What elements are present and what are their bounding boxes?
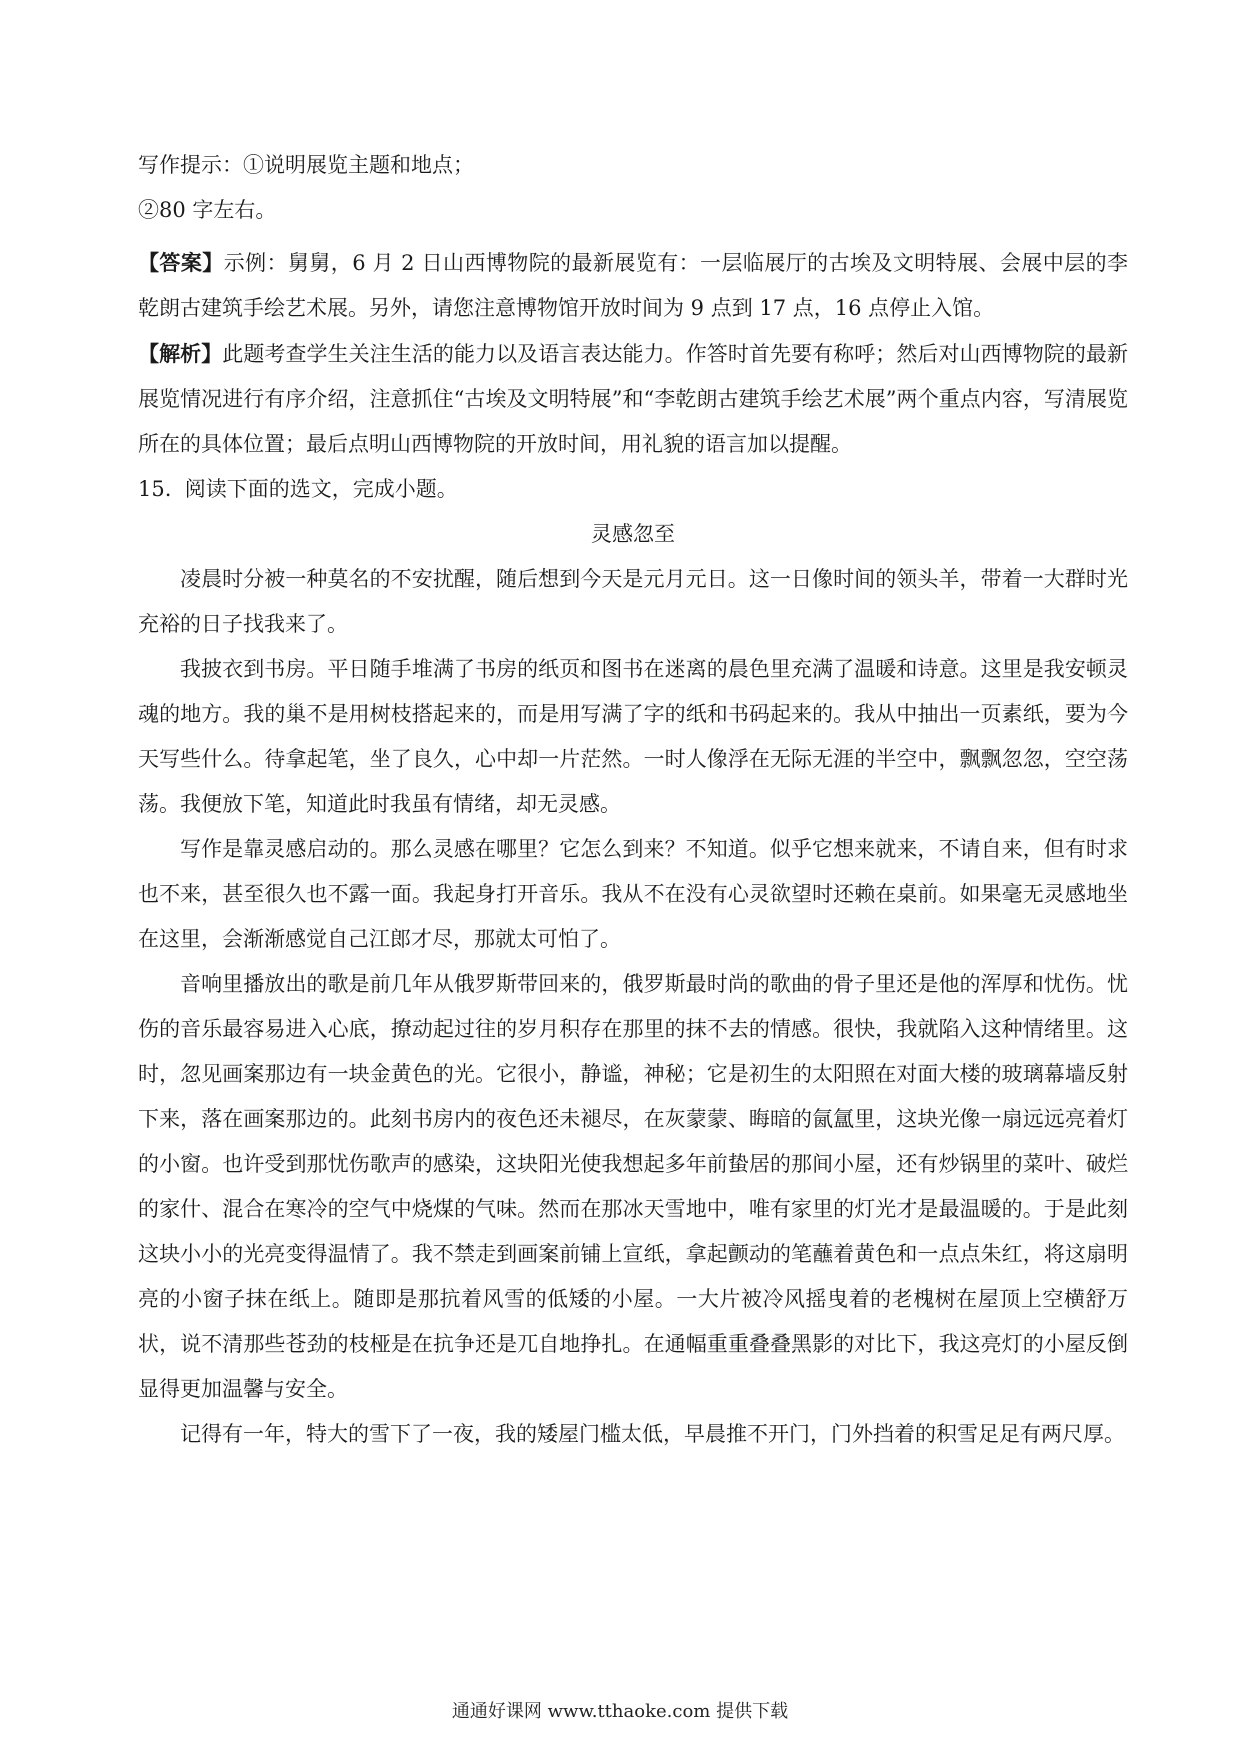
analysis-text: 此题考查学生关注生活的能力以及语言表达能力。作答时首先要有称呼；然后对山西博物院的最新展览情况进行有序介绍，注意抓住“古埃及文明特展”和“李乾朗古建筑手绘艺术展”两个重点内容，写清展览所在的具体位置；最后点明山西博物院的开放时间，用礼貌的语言加以提醒。 xyxy=(138,342,1129,456)
article-paragraph: 音响里播放出的歌是前几年从俄罗斯带回来的，俄罗斯最时尚的歌曲的骨子里还是他的浑厚和忧伤。忧伤的音乐最容易进入心底，撩动起过往的岁月积存在那里的抹不去的情感。很快，我就陷入这种情绪里。这时，忽见画案那边有一块金黄色的光。它很小，静谧，神秘；它是初生的太阳照在对面大楼的玻璃幕墙反射下来，落在画案那边的。此刻书房内的夜色还未褪尽，在灰蒙蒙、晦暗的氤氲里，这块光像一扇远远亮着灯的小窗。也许受到那忧伤歌声的感染，这块阳光使我想起多年前蛰居的那间小屋，还有炒锅里的菜叶、破烂的家什、混合在寒冷的空气中烧煤的气味。然而在那冰天雪地中，唯有家里的灯光才是最温暖的。于是此刻这块小小的光亮变得温情了。我不禁走到画案前铺上宣纸，拿起颤动的笔蘸着黄色和一点点朱红，将这扇明亮的小窗子抹在纸上。随即是那抗着风雪的低矮的小屋。一大片被冷风摇曳着的老槐树在屋顶上空横舒万状，说不清那些苍劲的枝桠是在抗争还是兀自地挣扎。在通幅重重叠叠黑影的对比下，我这亮灯的小屋反倒显得更加温馨与安全。 xyxy=(138,972,1128,1401)
article-paragraph: 写作是靠灵感启动的。那么灵感在哪里？它怎么到来？不知道。似乎它想来就来，不请自来，但有时求也不来，甚至很久也不露一面。我起身打开音乐。我从不在没有心灵欲望时还赖在桌前。如果毫无灵感地坐在这里，会渐渐感觉自己江郎才尽，那就太可怕了。 xyxy=(138,837,1128,951)
article-title: 灵感忽至 xyxy=(591,522,675,546)
writing-prompt-line-1: 写作提示：①说明展览主题和地点； xyxy=(138,153,474,177)
answer-block xyxy=(138,240,1128,331)
analysis-label: 【解析】 xyxy=(138,341,223,366)
writing-prompt-line-2: ②80 字左右。 xyxy=(138,198,277,222)
answer-label: 【答案】 xyxy=(138,250,224,275)
analysis-block xyxy=(138,331,1128,467)
question-text: 阅读下面的选文，完成小题。 xyxy=(184,477,458,501)
answer-text: 示例：舅舅，6 月 2 日山西博物院的最新展览有：一层临展厅的古埃及文明特展、会展中层的李乾朗古建筑手绘艺术展。另外，请您注意博物馆开放时间为 9 点到 17 点，16 点停止入馆。 xyxy=(138,251,1129,320)
question-number: 15. xyxy=(138,477,172,501)
page-footer: 通通好课网 www.tthaoke.com 提供下载 xyxy=(451,1701,789,1722)
article-paragraph: 凌晨时分被一种莫名的不安扰醒，随后想到今天是元月元日。这一日像时间的领头羊，带着一大群时光充裕的日子找我来了。 xyxy=(138,567,1128,636)
document-content xyxy=(138,150,1128,1457)
question-heading xyxy=(138,467,1128,512)
article-paragraph: 记得有一年，特大的雪下了一夜，我的矮屋门槛太低，早晨推不开门，门外挡着的积雪足足有两尺厚。 xyxy=(180,1422,1125,1446)
article-paragraph: 我披衣到书房。平日随手堆满了书房的纸页和图书在迷离的晨色里充满了温暖和诗意。这里是我安顿灵魂的地方。我的巢不是用树枝搭起来的，而是用写满了字的纸和书码起来的。我从中抽出一页素纸，要为今天写些什么。待拿起笔，坐了良久，心中却一片茫然。一时人像浮在无际无涯的半空中，飘飘忽忽，空空荡荡。我便放下笔，知道此时我虽有情绪，却无灵感。 xyxy=(138,657,1128,816)
